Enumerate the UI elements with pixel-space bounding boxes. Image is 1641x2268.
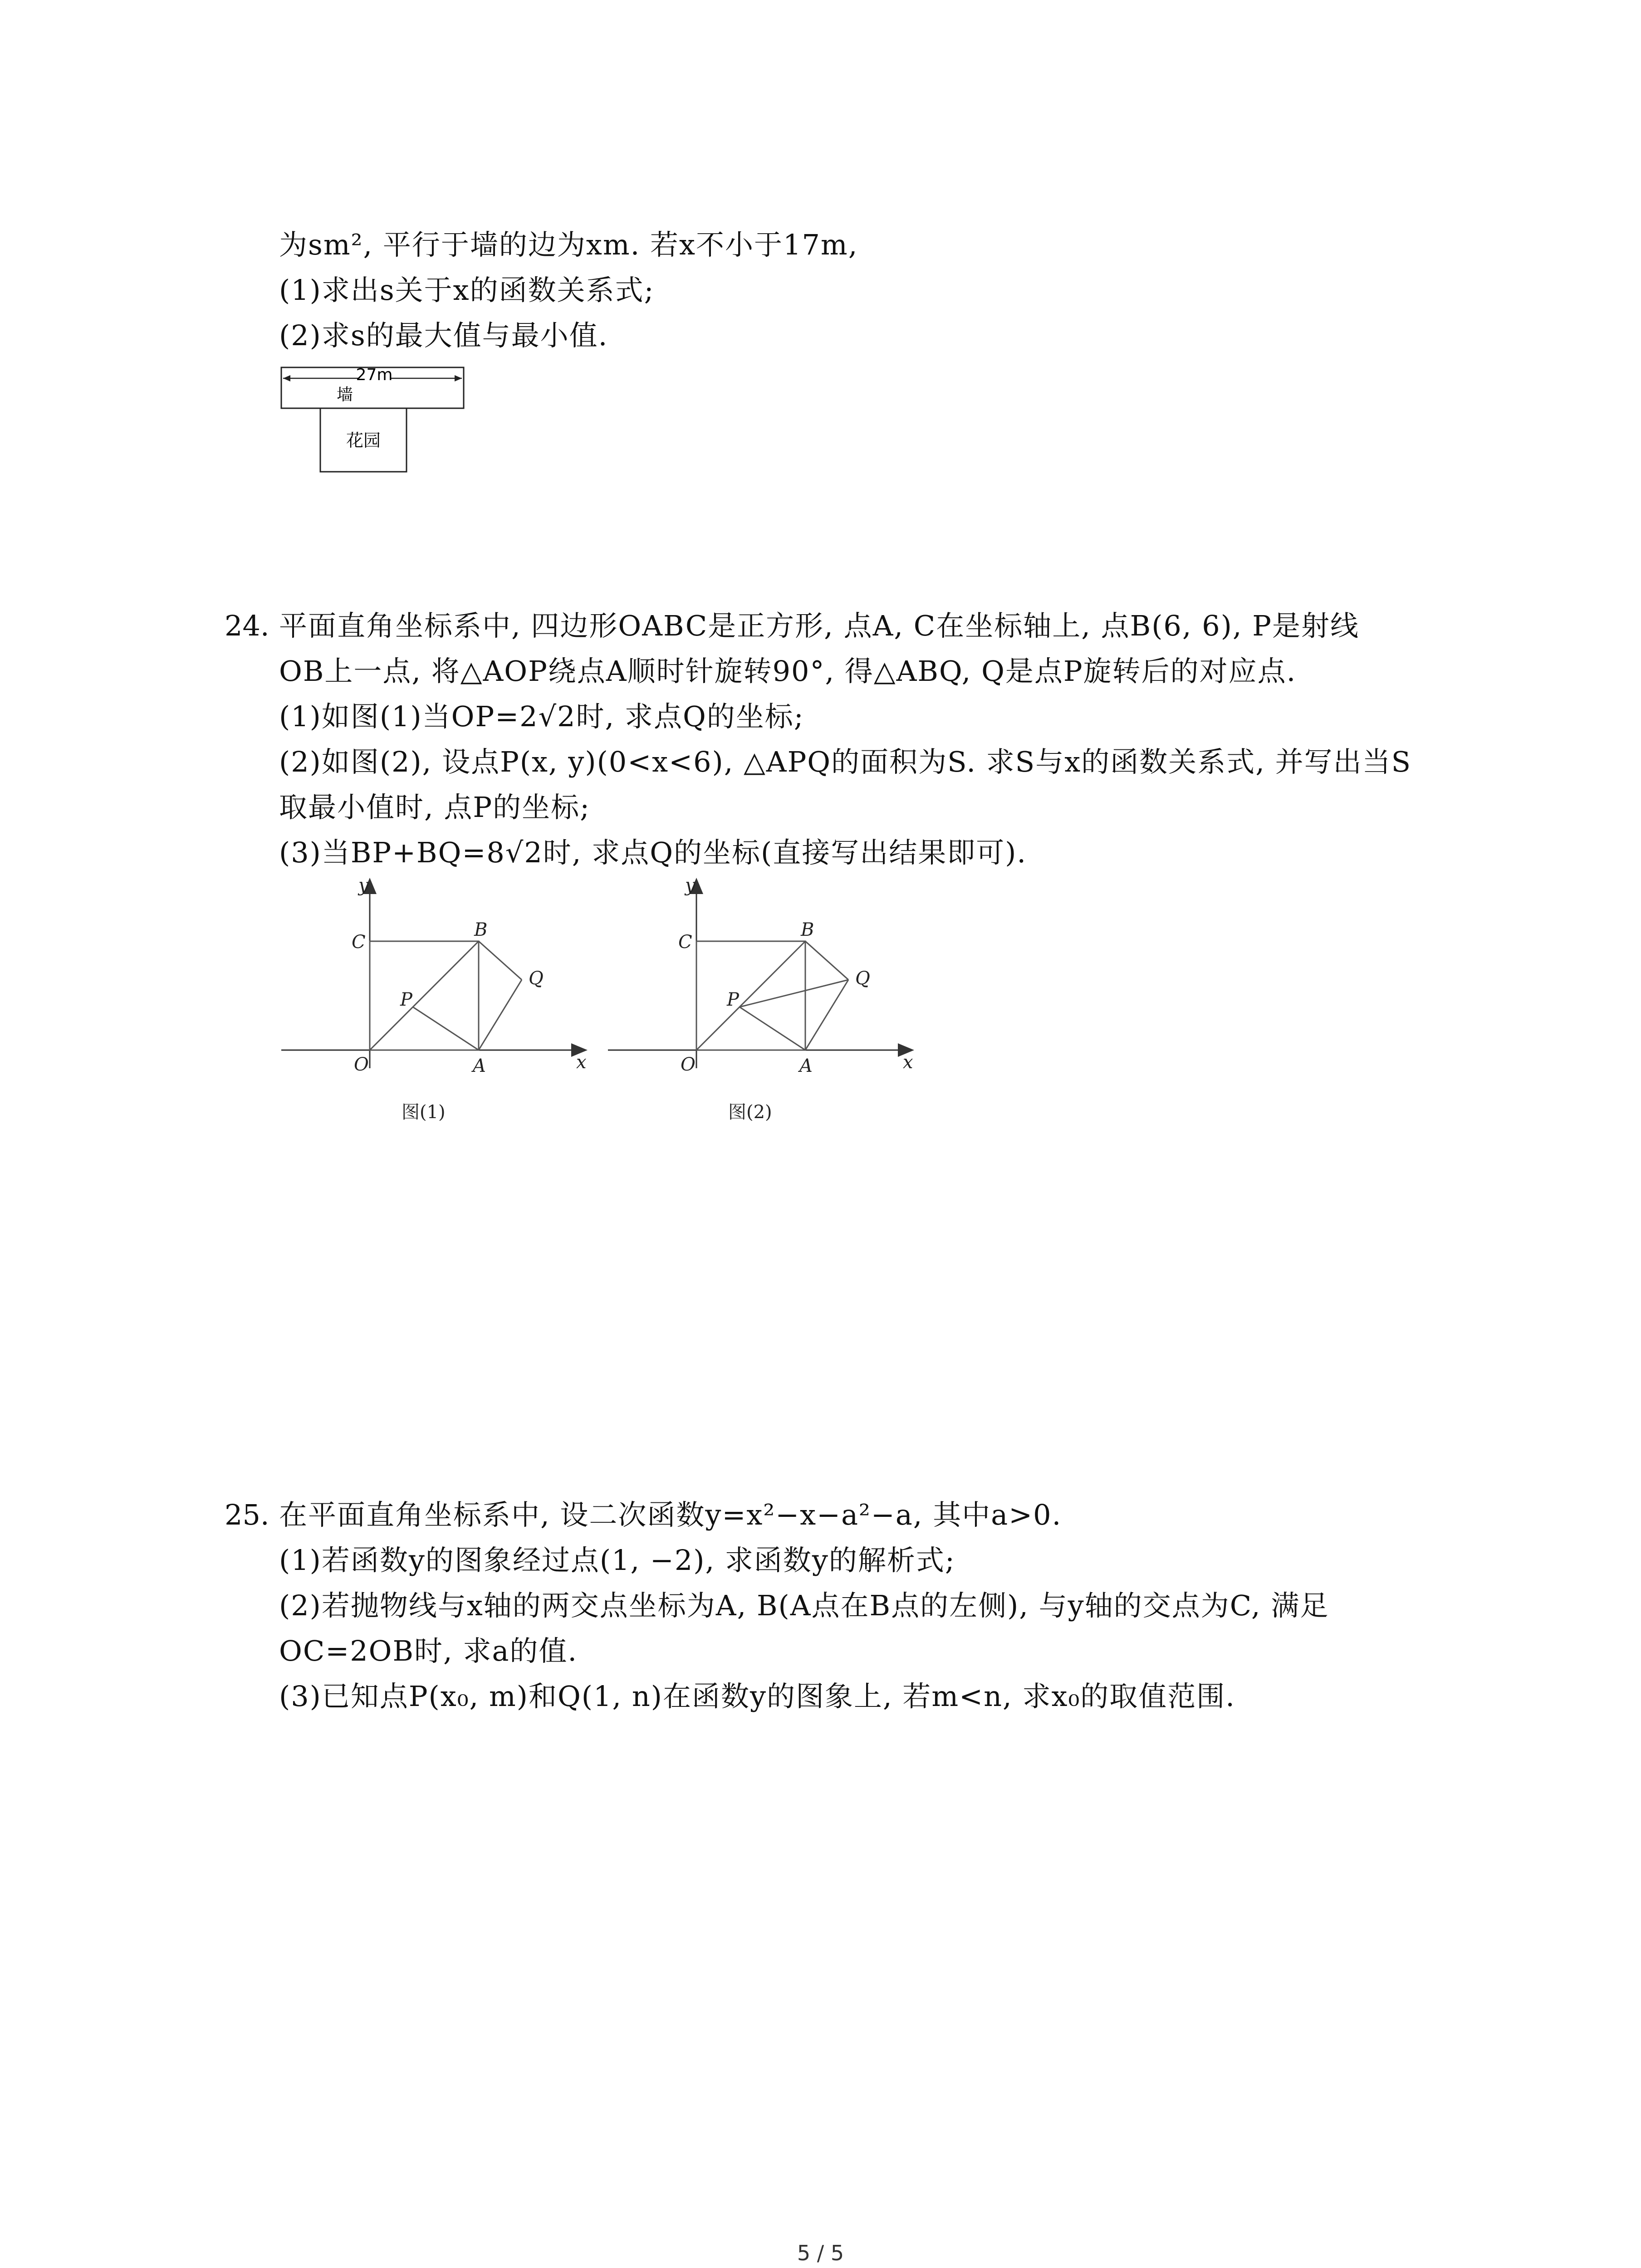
q25-number: 25. [225,1498,269,1531]
fig1-label-x: x [576,1052,587,1073]
q24-figure-2 [608,878,926,1132]
fig2-label-O: O [681,1054,696,1075]
q25-part2b: OC=2OB时, 求a的值. [279,1634,578,1667]
fig2-label-P: P [727,989,739,1010]
fig1-label-y: y [358,878,369,896]
q24-part2b: 取最小值时, 点P的坐标; [279,791,591,824]
q25-part2a: (2)若抛物线与x轴的两交点坐标为A, B(A点在B点的左侧), 与y轴的交点为C, 满足 [279,1589,1329,1622]
q24-part1: (1)如图(1)当OP=2√2时, 求点Q的坐标; [279,700,804,733]
fig2-label-Q: Q [855,968,870,989]
fig1-label-O: O [354,1054,369,1075]
fig2-label-y: y [685,878,696,896]
fig2-label-A: A [799,1056,813,1076]
q24-line1: 平面直角坐标系中, 四边形OABC是正方形, 点A, C在坐标轴上, 点B(6, 6), P是射线 [279,609,1360,642]
fig1-caption: 图(1) [402,1102,446,1123]
fig1-label-B: B [474,919,488,940]
fig1-label-Q: Q [529,968,544,989]
q25-line1: 在平面直角坐标系中, 设二次函数y=x²−x−a²−a, 其中a>0. [279,1498,1062,1531]
q24-number: 24. [225,609,269,642]
fig1-label-A: A [473,1056,486,1076]
q25-part3: (3)已知点P(x₀, m)和Q(1, n)在函数y的图象上, 若m<n, 求x₀的取值范围. [279,1680,1236,1713]
q24-line2: OB上一点, 将△AOP绕点A顺时针旋转90°, 得△ABQ, Q是点P旋转后的对应点. [279,655,1297,688]
q23-dim-label: 27m [356,366,393,384]
q25-part1: (1)若函数y的图象经过点(1, −2), 求函数y的解析式; [279,1544,955,1577]
page-number: 5 / 5 [797,2241,844,2265]
q24-part2a: (2)如图(2), 设点P(x, y)(0<x<6), △APQ的面积为S. 求S与x的函数关系式, 并写出当S [279,745,1412,778]
q23-part1: (1)求出s关于x的函数关系式; [279,274,655,307]
fig2-caption: 图(2) [728,1102,772,1123]
fig1-label-P: P [400,989,412,1010]
fig2-label-C: C [678,932,692,953]
q23-garden-figure [277,358,476,476]
q23-wall-label: 墙 [336,386,353,404]
fig2-label-x: x [903,1052,913,1073]
fig1-label-C: C [352,932,366,953]
q23-line1: 为sm², 平行于墙的边为xm. 若x不小于17m, [279,228,858,261]
q23-part2: (2)求s的最大值与最小值. [279,319,608,352]
q23-garden-label: 花园 [346,430,381,450]
q24-part3: (3)当BP+BQ=8√2时, 求点Q的坐标(直接写出结果即可). [279,836,1027,869]
q24-figure-1 [281,878,599,1132]
fig2-label-B: B [801,919,814,940]
